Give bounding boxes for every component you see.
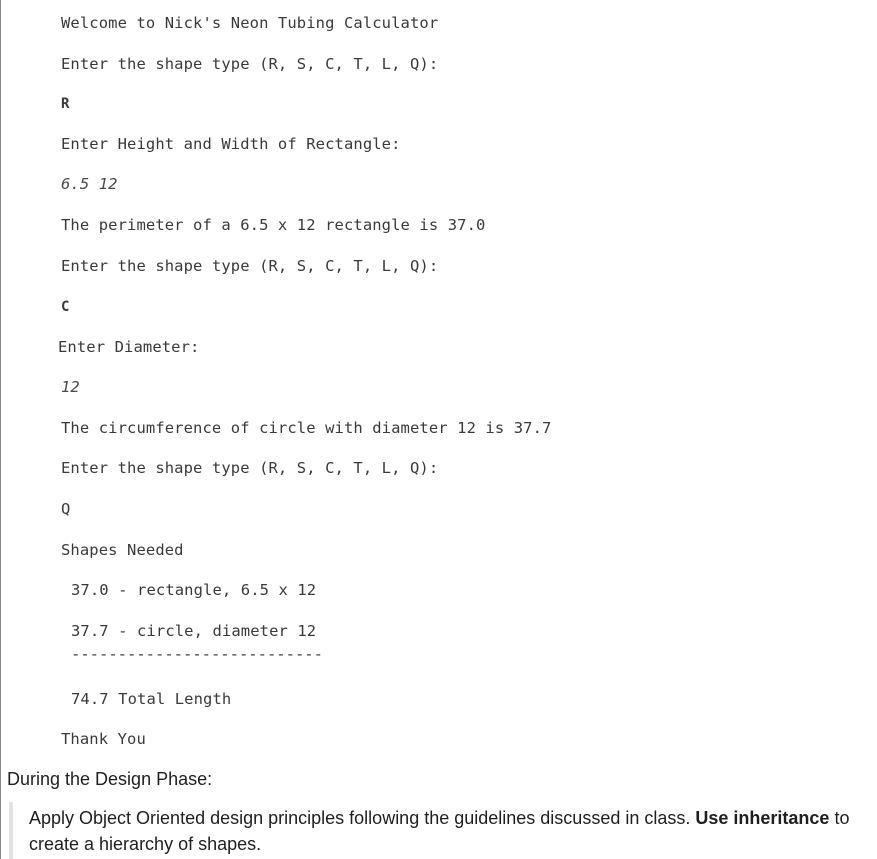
diameter-prompt: Enter Diameter:: [58, 338, 200, 356]
diameter-input: 12: [61, 378, 80, 396]
separator-line: ---------------------------: [71, 648, 323, 660]
instruction-emphasis: Use inheritance: [695, 808, 830, 828]
shape-list-item: 37.0 - rectangle, 6.5 x 12: [71, 581, 317, 599]
rectangle-prompt: Enter Height and Width of Rectangle:: [61, 135, 401, 153]
welcome-line: Welcome to Nick's Neon Tubing Calculator: [61, 14, 439, 32]
design-phase-heading: During the Design Phase:: [7, 769, 213, 789]
rectangle-input: 6.5 12: [61, 175, 118, 193]
instruction-text: Apply Object Oriented design principles following the guidelines discussed in class.: [29, 808, 696, 828]
shape-input-2: C: [61, 299, 70, 315]
circle-result: The circumference of circle with diameter 12 is 37.7: [61, 419, 552, 437]
shape-prompt-2: Enter the shape type (R, S, C, T, L, Q):: [61, 257, 439, 275]
instruction-text: create a hierarchy of shapes.: [29, 834, 262, 854]
design-instructions: [29, 805, 869, 857]
instruction-text: to: [829, 808, 850, 828]
shape-prompt-1: Enter the shape type (R, S, C, T, L, Q):: [61, 55, 439, 73]
total-length: 74.7 Total Length: [71, 690, 232, 708]
rectangle-result: The perimeter of a 6.5 x 12 rectangle is 37.0: [61, 216, 486, 234]
shape-prompt-3: Enter the shape type (R, S, C, T, L, Q):: [61, 459, 439, 477]
thank-you-line: Thank You: [61, 730, 146, 748]
shapes-needed-heading: Shapes Needed: [61, 541, 184, 559]
blockquote-bar: [9, 802, 13, 859]
shape-list-item: 37.7 - circle, diameter 12: [71, 622, 317, 640]
shape-input-1: R: [61, 96, 70, 112]
shape-input-3: Q: [61, 500, 71, 518]
